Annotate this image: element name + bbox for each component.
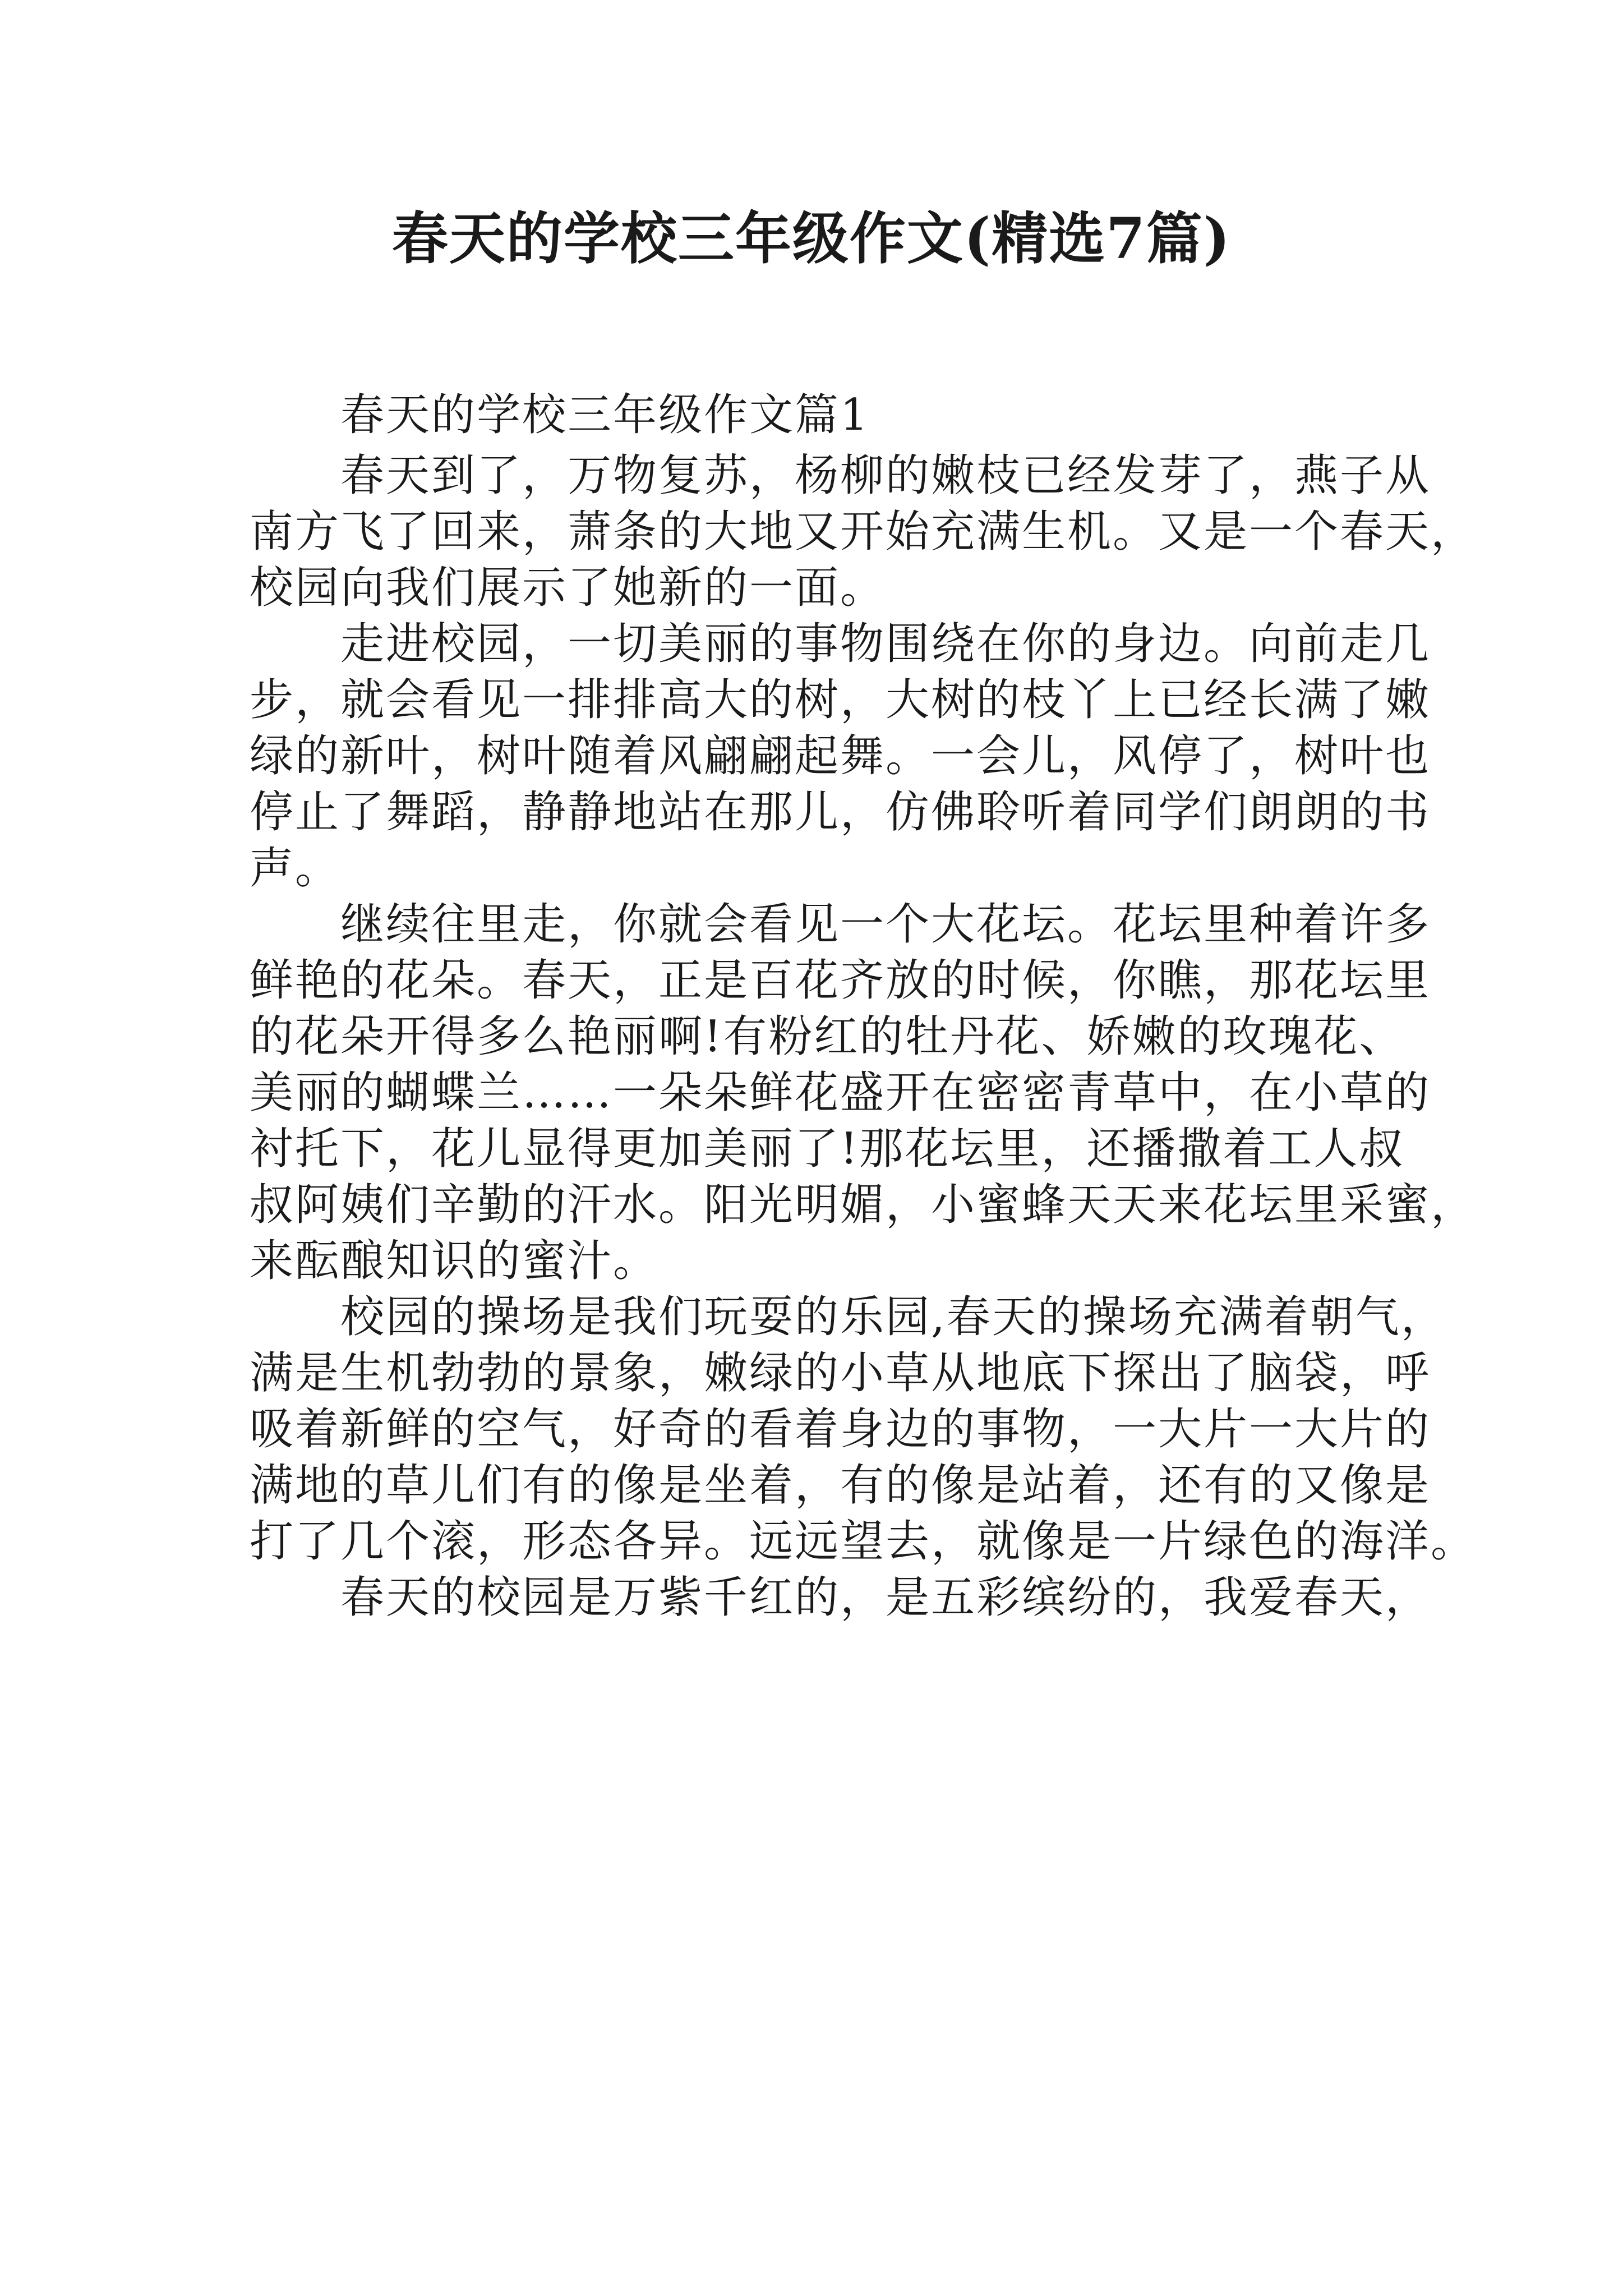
paragraph-3 bbox=[250, 896, 1477, 1289]
paragraph-1 bbox=[250, 448, 1477, 616]
text-line: 满是生机勃勃的景象，嫩绿的小草从地底下探出了脑袋，呼 bbox=[250, 1348, 1431, 1398]
text-line: 校园的操场是我们玩耍的乐园,春天的操场充满着朝气， bbox=[250, 1292, 1446, 1342]
text-line: 走进校园，一切美丽的事物围绕在你的身边。向前走几 bbox=[250, 619, 1431, 669]
section-heading-text: 春天的学校三年级作文篇1 bbox=[340, 390, 870, 440]
paragraph-2 bbox=[250, 616, 1431, 896]
text-line: 打了几个滚，形态各异。远远望去，就像是一片绿色的海洋。 bbox=[250, 1516, 1477, 1567]
paragraph-4 bbox=[250, 1289, 1477, 1570]
text-line: 的花朵开得多么艳丽啊!有粉红的牡丹花、娇嫩的玫瑰花、 bbox=[250, 1011, 1405, 1062]
section-heading bbox=[250, 387, 1388, 443]
text-line: 步，就会看见一排排高大的树，大树的枝丫上已经长满了嫩 bbox=[250, 675, 1431, 725]
text-line: 鲜艳的花朵。春天，正是百花齐放的时候，你瞧，那花坛里 bbox=[250, 955, 1431, 1006]
text-line: 继续往里走，你就会看见一个大花坛。花坛里种着许多 bbox=[250, 899, 1431, 950]
text-line: 满地的草儿们有的像是坐着，有的像是站着，还有的又像是 bbox=[250, 1460, 1431, 1511]
document-title: 春天的学校三年级作文(精选7篇) bbox=[391, 205, 1232, 272]
text-line: 吸着新鲜的空气，好奇的看着身边的事物，一大片一大片的 bbox=[250, 1404, 1431, 1455]
text-line: 春天的校园是万紫千红的，是五彩缤纷的，我爱春天， bbox=[250, 1572, 1431, 1623]
text-line: 叔阿姨们辛勤的汗水。阳光明媚，小蜜蜂天天来花坛里采蜜， bbox=[250, 1180, 1477, 1230]
text-line: 停止了舞蹈，静静地站在那儿，仿佛聆听着同学们朗朗的书 bbox=[250, 787, 1431, 838]
text-line: 绿的新叶，树叶随着风翩翩起舞。一会儿，风停了，树叶也 bbox=[250, 731, 1431, 781]
text-line: 声。 bbox=[250, 843, 341, 894]
text-line: 校园向我们展示了她新的一面。 bbox=[250, 563, 886, 613]
text-line: 南方飞了回来，萧条的大地又开始充满生机。又是一个春天， bbox=[250, 507, 1477, 557]
document-body bbox=[250, 387, 1477, 1626]
text-line: 来酝酿知识的蜜汁。 bbox=[250, 1236, 659, 1286]
text-line: 美丽的蝴蝶兰……一朵朵鲜花盛开在密密青草中，在小草的 bbox=[250, 1068, 1431, 1118]
paragraph-5 bbox=[250, 1570, 1431, 1626]
text-line: 衬托下，花儿显得更加美丽了!那花坛里，还播撒着工人叔 bbox=[250, 1124, 1405, 1174]
text-line: 春天到了，万物复苏，杨柳的嫩枝已经发芽了，燕子从 bbox=[250, 450, 1431, 501]
